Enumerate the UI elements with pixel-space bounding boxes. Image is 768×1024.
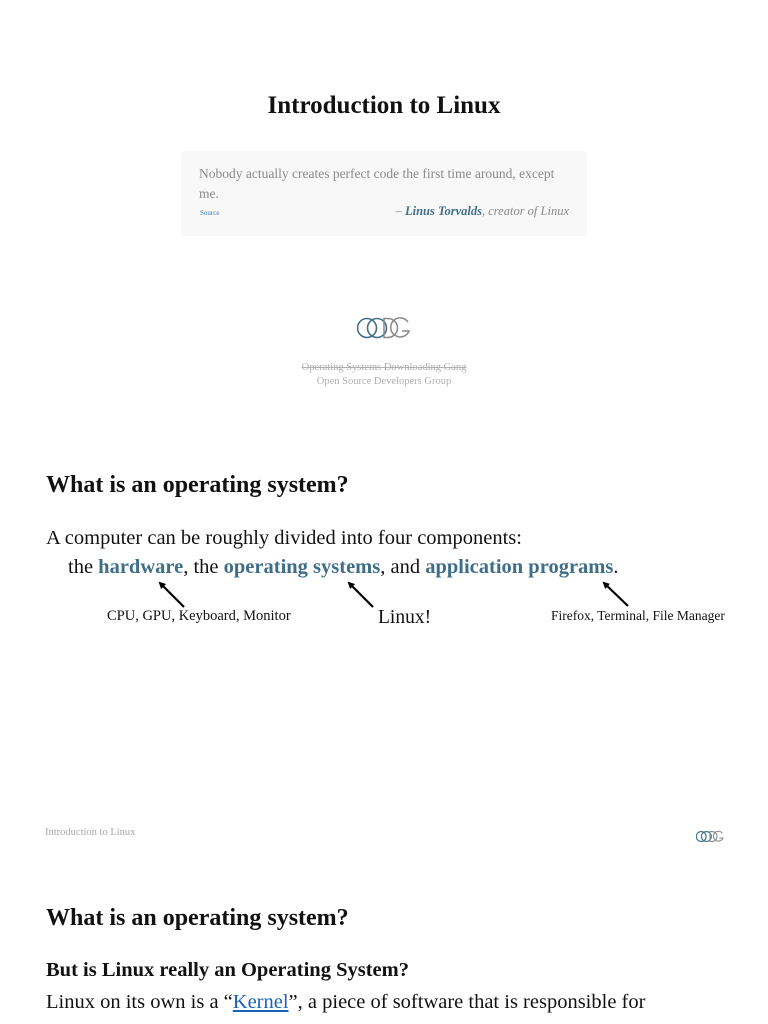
intro-text: A computer can be roughly divided into four components: (46, 527, 522, 549)
hardware-note: CPU, GPU, Keyboard, Monitor (107, 608, 291, 624)
components-text: , the (183, 556, 224, 578)
os-note: Linux! (378, 607, 432, 628)
hardware-arrow-icon (160, 583, 184, 607)
osdg-logo-small-icon (696, 829, 724, 844)
org-old-name: Operating Systems Downloading Gang (301, 362, 467, 373)
apps-arrow-icon (604, 583, 628, 606)
footer-title: Introduction to Linux (45, 827, 136, 838)
quote-source-link[interactable]: Source (200, 209, 220, 217)
kernel-link[interactable]: Kernel (232, 991, 289, 1013)
components-text: , and (380, 556, 426, 578)
kernel-text-before: Linux on its own is a “ (46, 991, 233, 1013)
quote-author-role: , creator of Linux (481, 204, 569, 218)
hardware-term: hardware (98, 556, 184, 578)
os-arrow-icon (349, 583, 373, 607)
section-heading: What is an operating system? (46, 472, 349, 498)
attribution-dash: – (395, 204, 405, 218)
components-text: the (68, 556, 99, 578)
application-programs-term: application programs (425, 556, 614, 578)
quote-text: Nobody actually creates perfect code the first time around, except me. (199, 166, 555, 201)
subheading: But is Linux really an Operating System? (46, 959, 409, 981)
org-new-name: Open Source Developers Group (316, 376, 452, 387)
section-heading-repeat: What is an operating system? (46, 905, 349, 931)
operating-systems-term: operating systems (223, 556, 381, 578)
apps-note: Firefox, Terminal, File Manager (551, 608, 725, 623)
kernel-text-after: ”, a piece of software that is responsible for (288, 991, 646, 1013)
quote-author: Linus Torvalds (404, 204, 482, 218)
components-text: . (613, 556, 619, 578)
page-title: Introduction to Linux (267, 92, 501, 119)
kernel-paragraph (46, 988, 645, 1017)
